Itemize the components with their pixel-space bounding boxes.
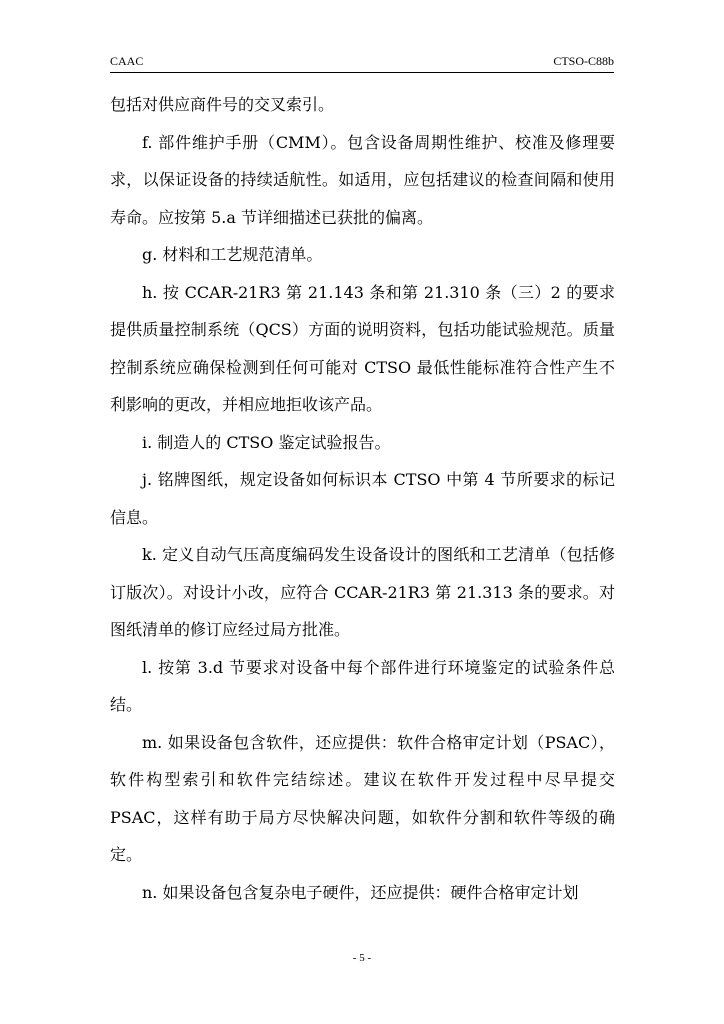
paragraph-g: g. 材料和工艺规范清单。: [142, 245, 323, 264]
paragraph-m: m. 如果设备包含软件，还应提供：软件合格审定计划（PSAC），软件构型索引和软件完结综述。建议在软件开发过程中尽早提交 PSAC，这样有助于局方尽快解决问题，如软件分割和软件等级的确定。: [110, 732, 615, 864]
page-header: [110, 52, 614, 73]
header-doc-id: CTSO-C88b: [553, 54, 614, 68]
header-org: CAAC: [110, 54, 144, 68]
paragraph-f: f. 部件维护手册（CMM）。包含设备周期性维护、校准及修理要求，以保证设备的持续适航性。如适用，应包括建议的检查间隔和使用寿命。应按第 5.a 节详细描述已获批的偏离。: [110, 132, 615, 227]
paragraph-n: n. 如果设备包含复杂电子硬件，还应提供：硬件合格审定计划: [142, 882, 579, 902]
page-number: - 5 -: [352, 952, 372, 964]
paragraph-continuation: 包括对供应商件号的交叉索引。: [110, 95, 335, 114]
paragraph-j: j. 铭牌图纸，规定设备如何标识本 CTSO 中第 4 节所要求的标记信息。: [110, 470, 615, 527]
paragraph-l: l. 按第 3.d 节要求对设备中每个部件进行环境鉴定的试验条件总结。: [110, 657, 615, 714]
paragraph-k: k. 定义自动气压高度编码发生设备设计的图纸和工艺清单（包括修订版次）。对设计小改，应符合 CCAR-21R3 第 21.313 条的要求。对图纸清单的修订应经过局方批准。: [110, 545, 615, 639]
paragraph-h: h. 按 CCAR-21R3 第 21.143 条和第 21.310 条（三）2 的要求提供质量控制系统（QCS）方面的说明资料，包括功能试验规范。质量控制系统应确保检测到任何可能对 CTSO 最低性能标准符合性产生不利影响的更改，并相应地拒收该产品。: [110, 282, 615, 414]
document-body: [110, 86, 615, 911]
paragraph-i: i. 制造人的 CTSO 鉴定试验报告。: [142, 432, 391, 452]
